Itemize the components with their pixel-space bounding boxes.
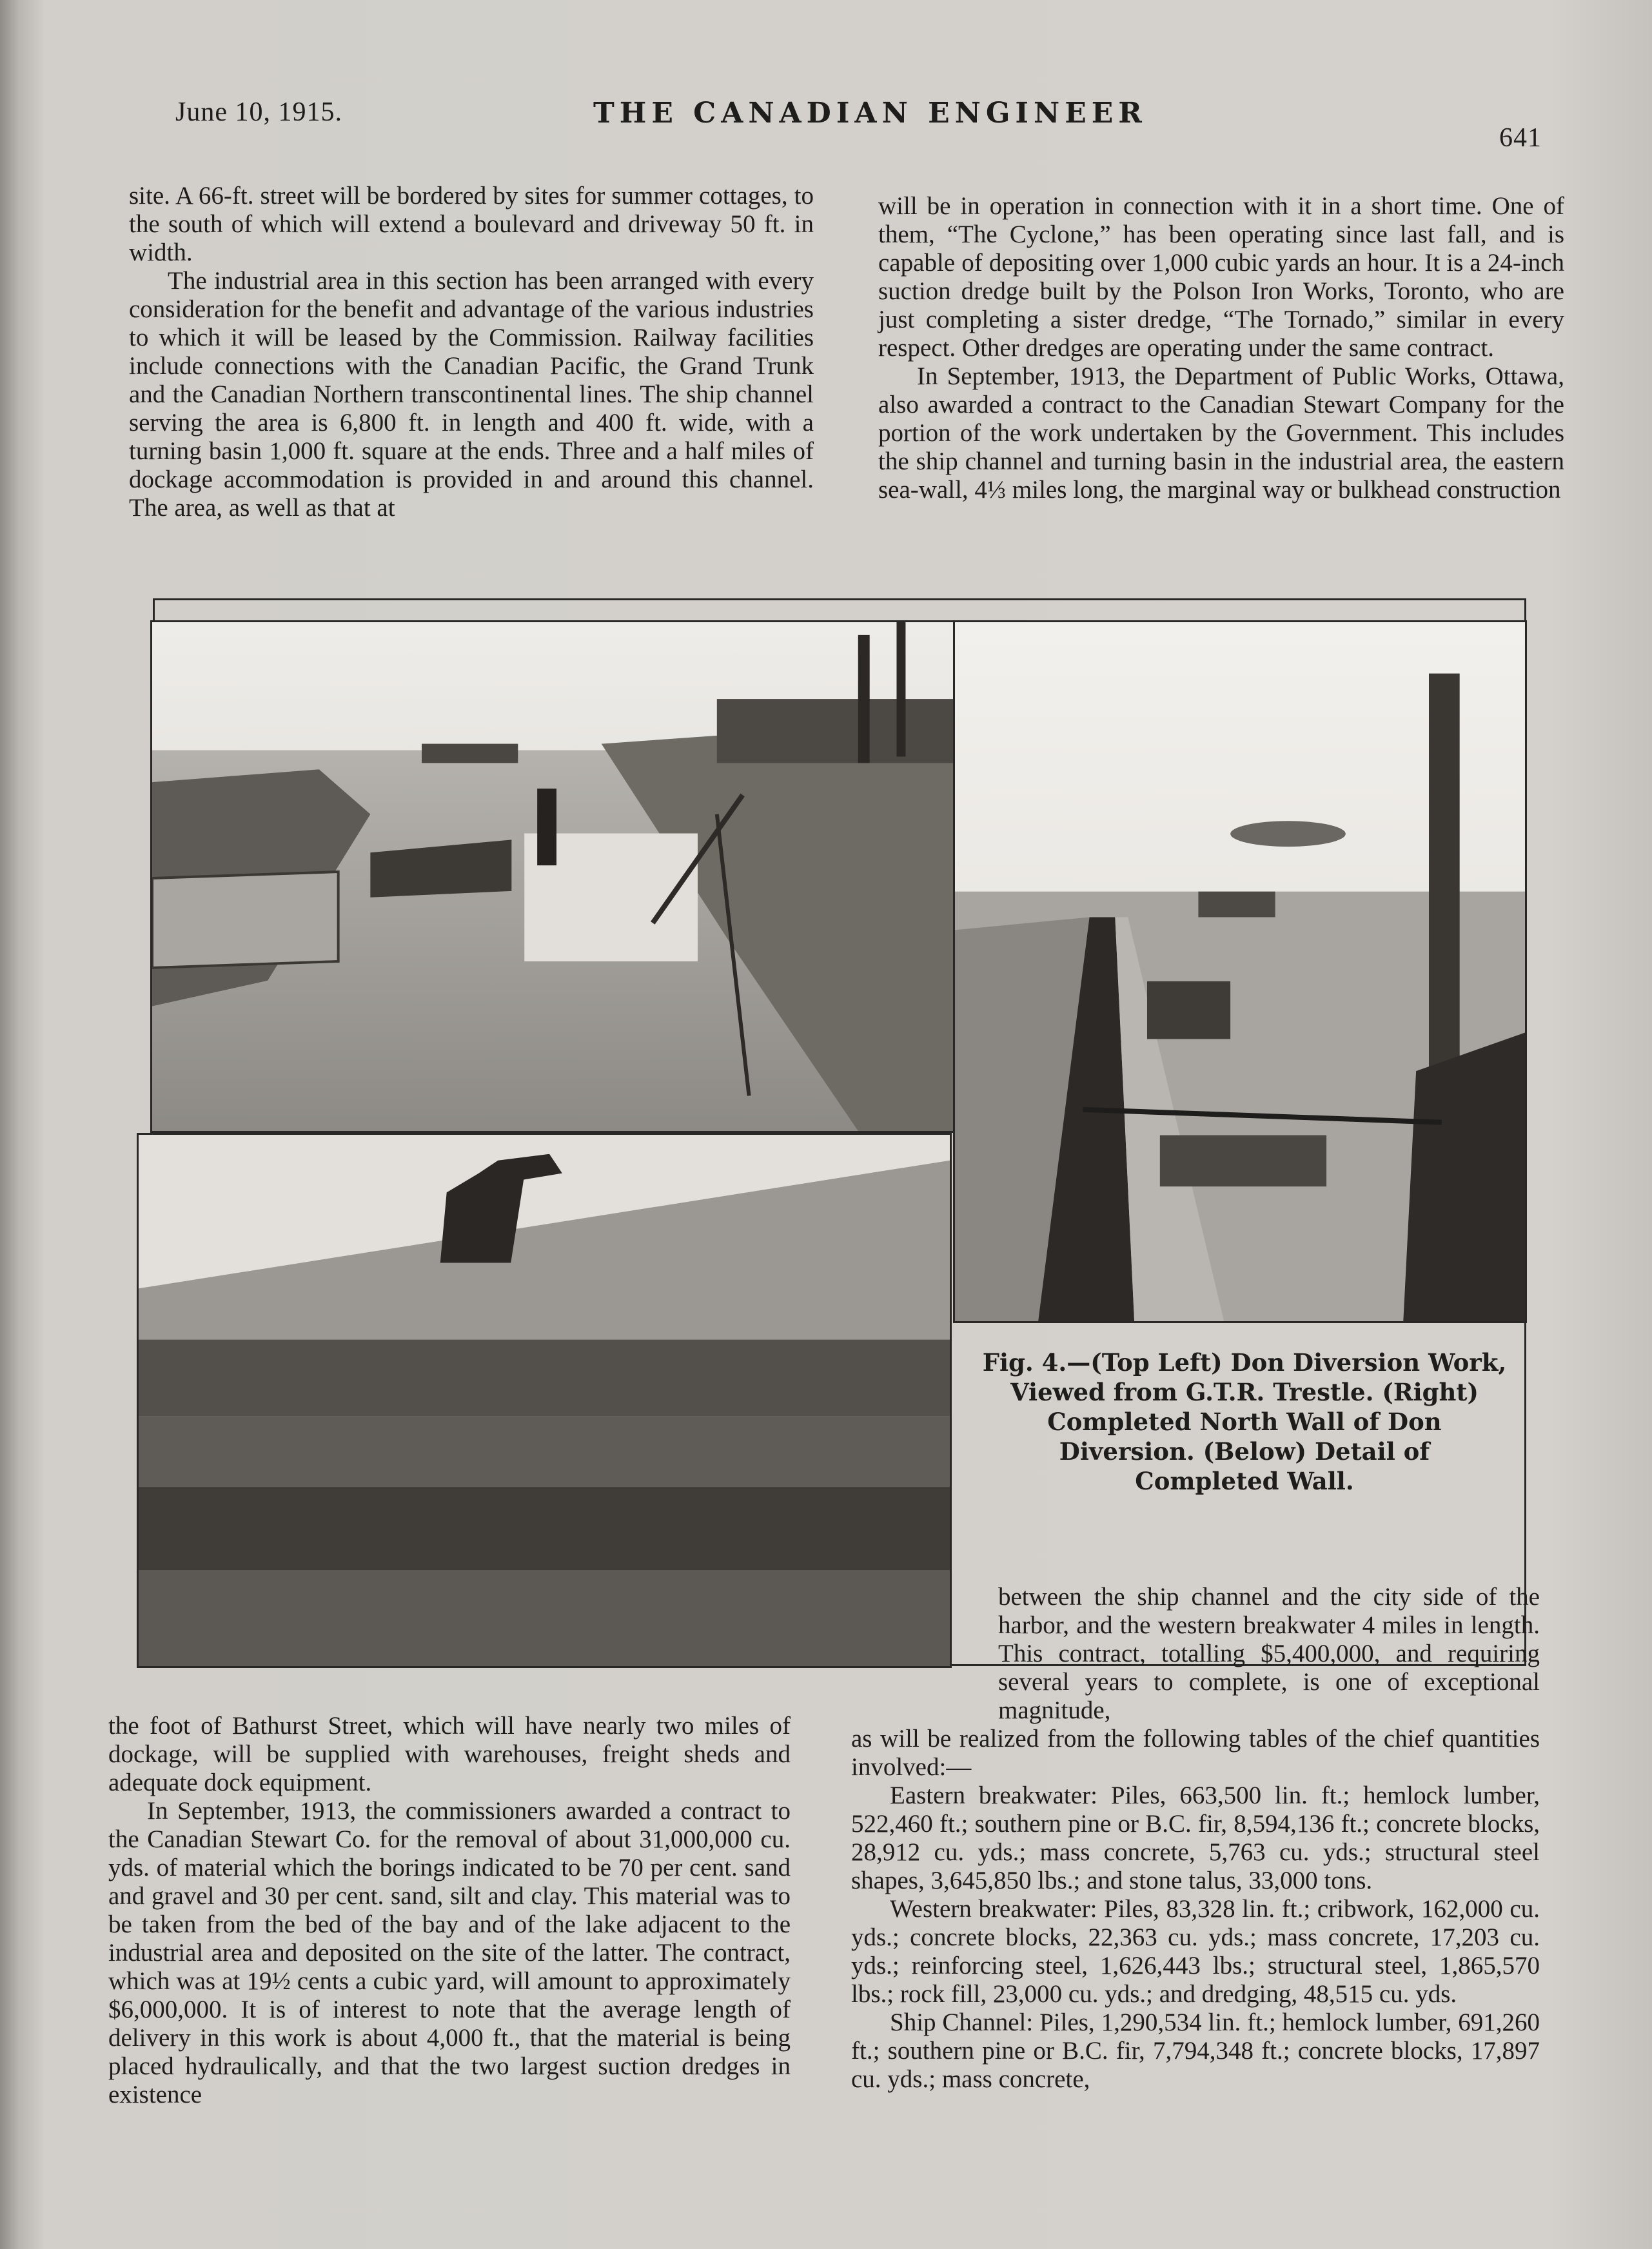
caption-line: Completed Wall. <box>1135 1467 1354 1495</box>
figure-caption <box>967 1348 1522 1496</box>
column-top-right <box>878 192 1564 504</box>
paragraph: will be in operation in connection with it in a short time. One of them, “The Cyclone,” has been operating since last fall, and is capable of depositing over 1,000 cubic yards an hour. It is a 24-inch suction dredge built by the Polson Iron Works, Toronto, who are just completing a sister dredge, “The Tornado,” similar in every respect. Other dredges are operating under the same contract. <box>878 192 1564 362</box>
photo-don-diversion-work <box>150 620 964 1133</box>
caption-line: Viewed from G.T.R. Trestle. (Right) <box>1010 1378 1479 1406</box>
column-bottom-right <box>851 1725 1540 2094</box>
caption-line: Fig. 4.—(Top Left) Don Diversion Work, <box>982 1348 1507 1377</box>
paragraph: as will be realized from the following tables of the chief quantities involved:— <box>851 1725 1540 1781</box>
journal-title: THE CANADIAN ENGINEER <box>593 97 1147 130</box>
caption-line: Completed North Wall of Don <box>1047 1408 1442 1436</box>
paragraph: Western breakwater: Piles, 83,328 lin. ft.; cribwork, 162,000 cu. yds.; concrete blocks, 22,363 cu. yds.; mass concrete, 17,203 cu. yds.; reinforcing steel, 1,626,443 lbs.; structural steel, 1,865,570 lbs.; rock fill, 23,000 cu. yds.; and dredging, 48,515 cu. yds. <box>851 1895 1540 2008</box>
page-number: 641 <box>1499 123 1542 153</box>
paragraph: site. A 66-ft. street will be bordered by sites for summer cottages, to the south of which will extend a boulevard and driveway 50 ft. in width. <box>129 182 814 266</box>
paragraph: In September, 1913, the commissioners awarded a contract to the Canadian Stewart Co. for the removal of about 31,000,000 cu. yds. of material which the borings indicated to be 70 per cent. sand and gravel and 30 per cent. sand, silt and clay. This material was to be taken from the bed of the bay and of the lake adjacent to the industrial area and deposited on the site of the latter. The contract, which was at 19½ cents a cubic yard, will amount to approximately $6,000,000. It is of interest to note that the average length of delivery in this work is about 4,000 ft., that the material is being placed hydraulically, and that the two largest suction dredges in existence <box>108 1797 791 2108</box>
column-top-left <box>129 182 814 522</box>
paragraph: Ship Channel: Piles, 1,290,534 lin. ft.; hemlock lumber, 691,260 ft.; southern pine or B.C. fir, 7,794,348 ft.; concrete blocks, 17,897 cu. yds.; mass concrete, <box>851 2008 1540 2093</box>
column-bottom-left <box>108 1712 791 2109</box>
paragraph: In September, 1913, the Department of Public Works, Ottawa, also awarded a contract to the Canadian Stewart Company for the portion of the work undertaken by the Government. This includes the ship channel and turning basin in the industrial area, the eastern sea-wall, 4⅓ miles long, the marginal way or bulkhead construction <box>878 362 1564 504</box>
photo-wall-detail <box>137 1133 952 1668</box>
paragraph: The industrial area in this section has been arranged with every consideration for the benefit and advantage of the various industries to which it will be leased by the Commission. Railway facilities include connections with the Canadian Pacific, the Grand Trunk and the Canadian Northern transcontinental lines. The ship channel serving the area is 6,800 ft. in length and 400 ft. wide, with a turning basin 1,000 ft. square at the ends. Three and a half miles of dockage accommodation is provided in and around this channel. The area, as well as that at <box>129 267 814 522</box>
paragraph: the foot of Bathurst Street, which will have nearly two miles of dockage, will be supplied with warehouses, freight sheds and adequate dock equipment. <box>108 1712 791 1796</box>
caption-line: Diversion. (Below) Detail of <box>1059 1437 1430 1466</box>
column-bottom-right-top <box>998 1583 1540 1725</box>
paragraph: between the ship channel and the city side of the harbor, and the western breakwater 4 miles in length. This contract, totalling $5,400,000, and requiring several years to complete, is one of exceptional magnitude, <box>998 1583 1540 1724</box>
header-date: June 10, 1915. <box>175 97 342 127</box>
photo-north-wall <box>953 620 1527 1323</box>
paragraph: Eastern breakwater: Piles, 663,500 lin. ft.; hemlock lumber, 522,460 ft.; southern pine or B.C. fir, 8,594,136 ft.; concrete blocks, 28,912 cu. yds.; mass concrete, 5,763 cu. yds.; structural steel shapes, 3,645,850 lbs.; and stone talus, 33,000 tons. <box>851 1782 1540 1894</box>
